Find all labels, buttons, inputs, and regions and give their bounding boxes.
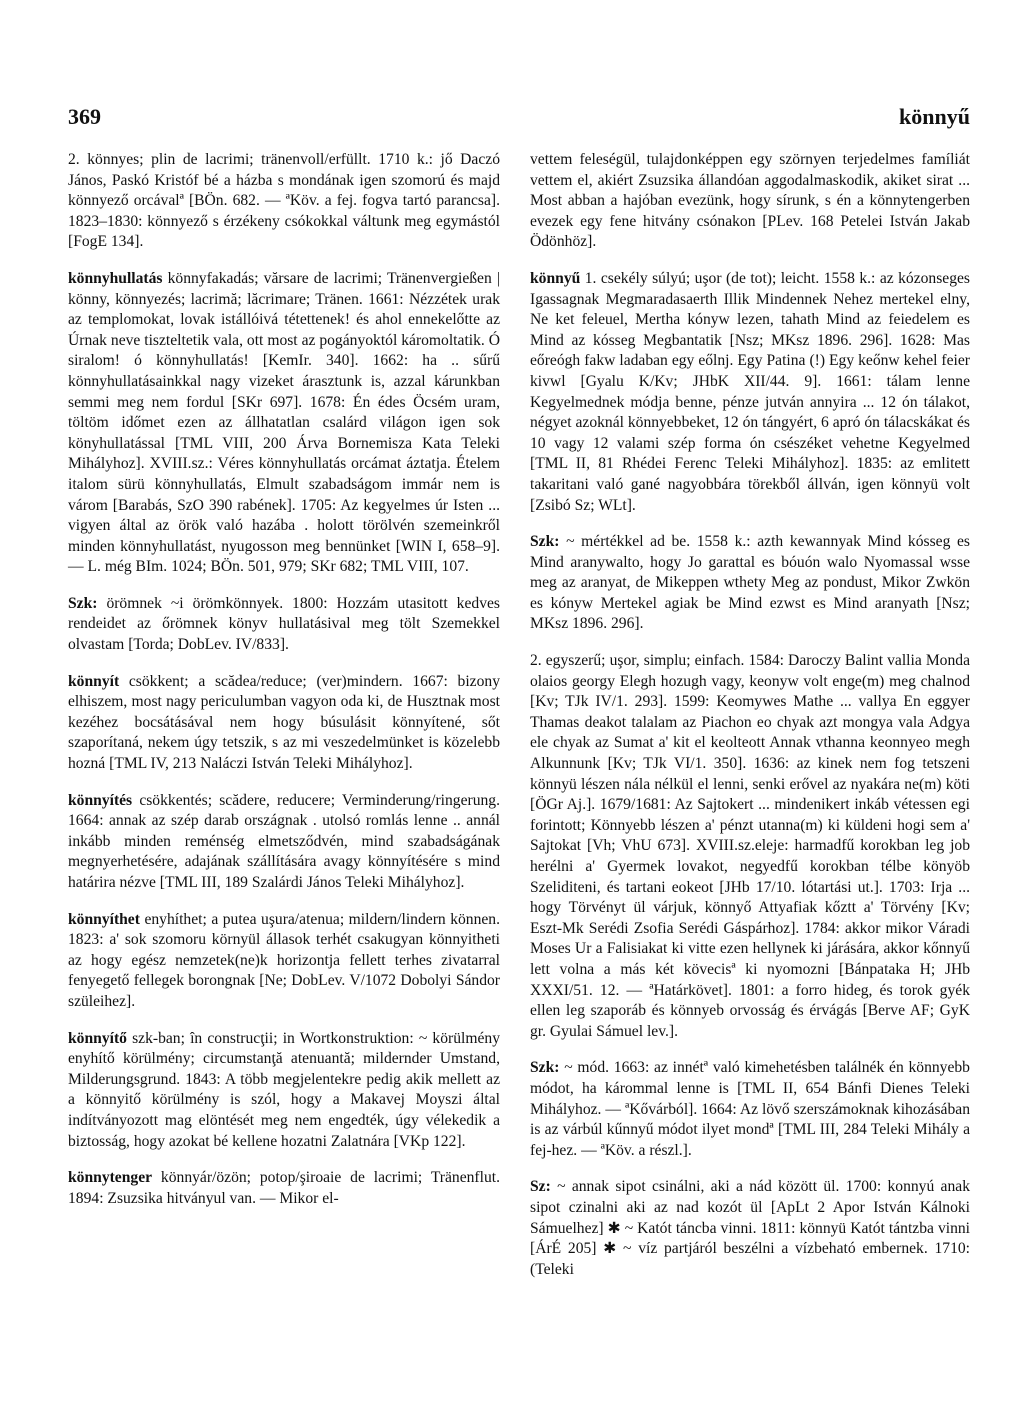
entry-text: 1. csekély súlyú; uşor (de tot); leicht. 1558 k.: az kózonseges Igassagnak Megmaradasaerth Illik Mindennek Nehez mertekel elny, Ne ket feleuel, Mertha kónyw lezen, tahath Mind az feiedelem es Mind az kósseg Megbantatik [Nsz; MKsz 1896. 296]. 1628: Mas eőreógh fakw ladaban egy eőlnj. Egy Patina (!) Egy keőnw kehel feier kivwl [Gyalu K/Kv; JHbK XII/44. 9]. 1661: tálam lenne Kegyelmednek módja benne, pénze jutván annyira ... 12 ón tálakot, négyet azoknál könnyebbeket, 12 ón tángyért, 6 apró ón tálacskákat és 10 vagy 12 valami szép forma ón csészéket vehetne Kegyelmed [TML II, 81 Rhédei Ferenc Teleki Mihályhoz]. 1835: az emlitett takaritani való gané nagyobbára törekből állván, igen könnyü volt [Zsibó Sz; WLt].: [530, 269, 970, 514]
entry-text: csökkent; a scădea/reduce; (ver)mindern. 1667: bizony elhiszem, most nagy periculumban vagyon oda ki, de Husztnak most kezéhez bocsátásával nem hogy búsulásit könnyítené, sőt szaporítaná, nekem úgy tetszik, s az mi veszedelmünket is közelebb hozná [TML IV, 213 Naláczi István Teleki Mihályhoz].: [68, 672, 500, 773]
entry-text: 2. könnyes; plin de lacrimi; tränenvoll/erfüllt. 1710 k.: jő Daczó János, Paskó Kristóf bé a házba s mondának igen szomorú és majd könnyező orcávalª [BÖn. 682. — ªKöv. a fej. fogva tartó parancsa]. 1823–1830: könnyező s érzékeny csókokkal váltunk meg egymástól [FogE 134].: [68, 151, 500, 251]
entry-headword: Sz:: [530, 1178, 551, 1196]
entry-text: 2. egyszerű; uşor, simplu; einfach. 1584: Daroczy Balint vallia Monda olaios georgy Elegh hozugh vagy, keonyw volt enge(m) meg chalnod [Kv; TJk IV/1. 293]. 1599: Keomywes Mathe ... vallya En eggyer Thamas deakot talalam az Piachon eo chyak azt mongya vala Adgya ele chyak az Sumat a' kit el keolteott Annak vthanna keonnyeo megh Alkunnunk [Kv; TJk VI/1. 350]. 1636: az kinek nem fog tetszeni könnyü lészen nála nélkül el lenni, senki erővel az nyakára ne(m) köti [ÖGr Aj.]. 1679/1681: Az Sajtokert ... mindenikert inkáb vétessen egi forintott; Könnyebb lészen a' pénzt utanna(m) ki küldeni hogi sem a' Sajtokat [Vh; VhU 673]. XVIII.sz.eleje: harmadfű korokban leg job herélni a' Gyermek lovakot, negyedfű korokban télbe könyöb Szeliditeni, és tartani eokeot [JHb 17/10. lótartási ut.]. 1703: Irja ... hogy Törvényt ül várjuk, könnyő Attyafiak kőztt a' Törvény [Kv; Eszt-Mk Serédi Zsofia Serédi Gáspárhoz]. 1784: akkor mikor Váradi Moses Ur a Falisiakat ki vitte ezen hellynek ki járására, akkor kőnnyű lett volna a más két kövecisª ki nyomozni [Bánpataka H; JHb XXXI/51. 12. — ªHatárkövet]. 1801: a forro hideg, és torok gyék ellen leg szaporáb és könnyeb orvosság és érvágás [Berve AF; GyK gr. Gyulai Sámuel lev.].: [530, 652, 970, 1040]
entry-headword: könnyít: [68, 672, 120, 690]
entry-text: könnyfakadás; vărsare de lacrimi; Tränenvergießen | könny, könnyezés; lacrimă; lăcrimare; Tränen. 1661: Nézzétek urak az templomokat, lovak istállóivá tétettenek! és ahol ennekelőtte az Úrnak neve tiszteltetik vala, ott most az pogányoktól káromoltatik. Ó siralom! ó könnyhullatás! [KemIr. 340]. 1662: ha .. sűrű könnyhullatásainkkal nagy vizeket árasztunk is, azzal kárunkban semmi meg nem fordul [SKr 697]. 1678: Én édes Öcsém uram, töltöm időmet ezen az állhatatlan csalárd világon igen sok könyhullatással [TML VIII, 200 Árva Bornemisza Kata Teleki Mihályhoz]. XVIII.sz.: Véres könnyhullatás orcámat áztatja. Ételem italom sürü könnyhullatás, Elmult szabadságom immár nem is várom [Barabás, SzO 390 rabének]. 1705: Az kegyelmes úr Isten ... vigyen által az örök való hazába . holott törölvén szemeinkről minden könnyhullatást, nyugosson meg bennünket [WIN I, 658–9]. — L. még BIm. 1024; BÖn. 501, 979; SKr 682; TML VIII, 107.: [68, 269, 500, 576]
entry-text: szk-ban; în construcţii; in Wortkonstruktion: ~ körülmény enyhítő körülmény; circumstanţă atenuantă; mildernder Umstand, Milderungsgrund. 1843: A több megjelentekre pedig akik mellett az a könnyitő körülmény is szól, hogy a Makavej Moyszi által indítványozott mag elöntését meg nem engedték, úgy vélekedik a biztosság, hogy azokat bé kellene hozatni Zalatnára [VKp 122].: [68, 1029, 500, 1150]
running-head: könnyű: [899, 104, 970, 129]
entry-headword: Szk:: [530, 533, 560, 551]
entry-text: csökkentés; scădere, reducere; Verminderung/ringerung. 1664: annak az szép darab országnak . utolsó romlás lenne .. annál inkább minden reménség elmetsződvén, mind szabadságának megnyerhetésére, adajának szállítására avagy könnyítésére s mind határira nézve [TML III, 189 Szalárdi János Teleki Mihályhoz].: [68, 791, 500, 891]
entry-headword: könnyhullatás: [68, 269, 163, 287]
dictionary-sense: [530, 651, 970, 1042]
entry-headword: könnyíthet: [68, 910, 140, 928]
dictionary-entry: [68, 269, 500, 578]
dictionary-entry: [530, 269, 970, 516]
entry-headword: Szk:: [530, 1059, 560, 1077]
dictionary-subentry: [530, 532, 970, 635]
dictionary-subentry: [530, 1058, 970, 1161]
entry-text: ~ annak sipot csinálni, aki a nád között ül. 1700: konnyú anak sipot czinalni aki az nad kozót ül [ApLt 2 Apor István Kálnoki Sámuelhez] ✱ ~ Katót táncba vinni. 1811: könnyü Katót tántzba vinni [ÁrÉ 205] ✱ ~ víz partjáról beszélni a vízbeható embernek. 1710: (Teleki: [530, 1178, 970, 1278]
entry-headword: könnyítő: [68, 1029, 127, 1047]
entry-text: vettem feleségül, tulajdonképpen egy szörnyen terjedelmes famíliát vettem el, akiért Zsuzsika állandóan aggodalmaskodik, akiket sirat ... Most abban a hajóban evezünk, hogy sírunk, s én a könnytengerben evezek egy fene hitvány csónakon [PLev. 168 Petelei István Jakab Ödönhöz].: [530, 151, 970, 251]
entry-text: enyhíthet; a putea uşura/atenua; mildern/lindern können. 1823: a' sok szomoru környül állasok terhét csakugyan könnyitheti az hogy egész nemzetek(ne)k horizontja fellett terhes zivatarral fenyegető fellegek borongnak [Ne; DobLev. V/1072 Dobolyi Sándor szüleihez].: [68, 910, 500, 1010]
entry-text: ~ mértékkel ad be. 1558 k.: azth kewannyak Mind kósseg es Mind aranywalto, hogy Jo garattal es bóuón walo Nyomassal wsse meg az aranyat, de Mikeppen wthety Meg az pondust, Mikor Zwkön es kónyw Mertekel agiak be Mind ezwst es Mind aranyath [Nsz; MKsz 1896. 296].: [530, 533, 970, 633]
entry-text: könnyár/özön; potop/şiroaie de lacrimi; Tränenflut. 1894: Zsuzsika hitványul van. — Mikor el-: [68, 1169, 500, 1207]
left-column: [68, 150, 500, 1225]
page-number: 369: [68, 104, 101, 129]
dictionary-entry: [68, 910, 500, 1013]
dictionary-subentry: [68, 594, 500, 656]
dictionary-entry: [68, 1029, 500, 1153]
entry-headword: Szk:: [68, 594, 98, 612]
dictionary-entry: [68, 150, 500, 253]
entry-headword: könnyű: [530, 269, 581, 287]
entry-headword: könnyítés: [68, 791, 133, 809]
dictionary-subentry: [530, 1177, 970, 1280]
dictionary-entry: [68, 791, 500, 894]
right-column: [530, 150, 970, 1296]
dictionary-entry-continued: [530, 150, 970, 253]
dictionary-entry: [68, 672, 500, 775]
entry-text: ~ mód. 1663: az innétª való kimehetésben találnék én könnyebb módot, ha kárommal lenne is [TML II, 654 Bánfi Dienes Teleki Mihályhoz. — ªKővárból]. 1664: Az lövő szerszámoknak kihozásában is az várbúl kűnnyű módot ilyet mondª [TML III, 284 Teleki Mihály a fej-hez. — ªKöv. a részl.].: [530, 1059, 970, 1159]
dictionary-entry: [68, 1168, 500, 1209]
entry-text: örömnek ~i örömkönnyek. 1800: Hozzám utasitott kedves rendeidet az őrömnek könyv hullatásival meg tölt Szemekkel olvastam [Torda; DobLev. IV/833].: [68, 594, 500, 654]
entry-headword: könnytenger: [68, 1169, 153, 1187]
